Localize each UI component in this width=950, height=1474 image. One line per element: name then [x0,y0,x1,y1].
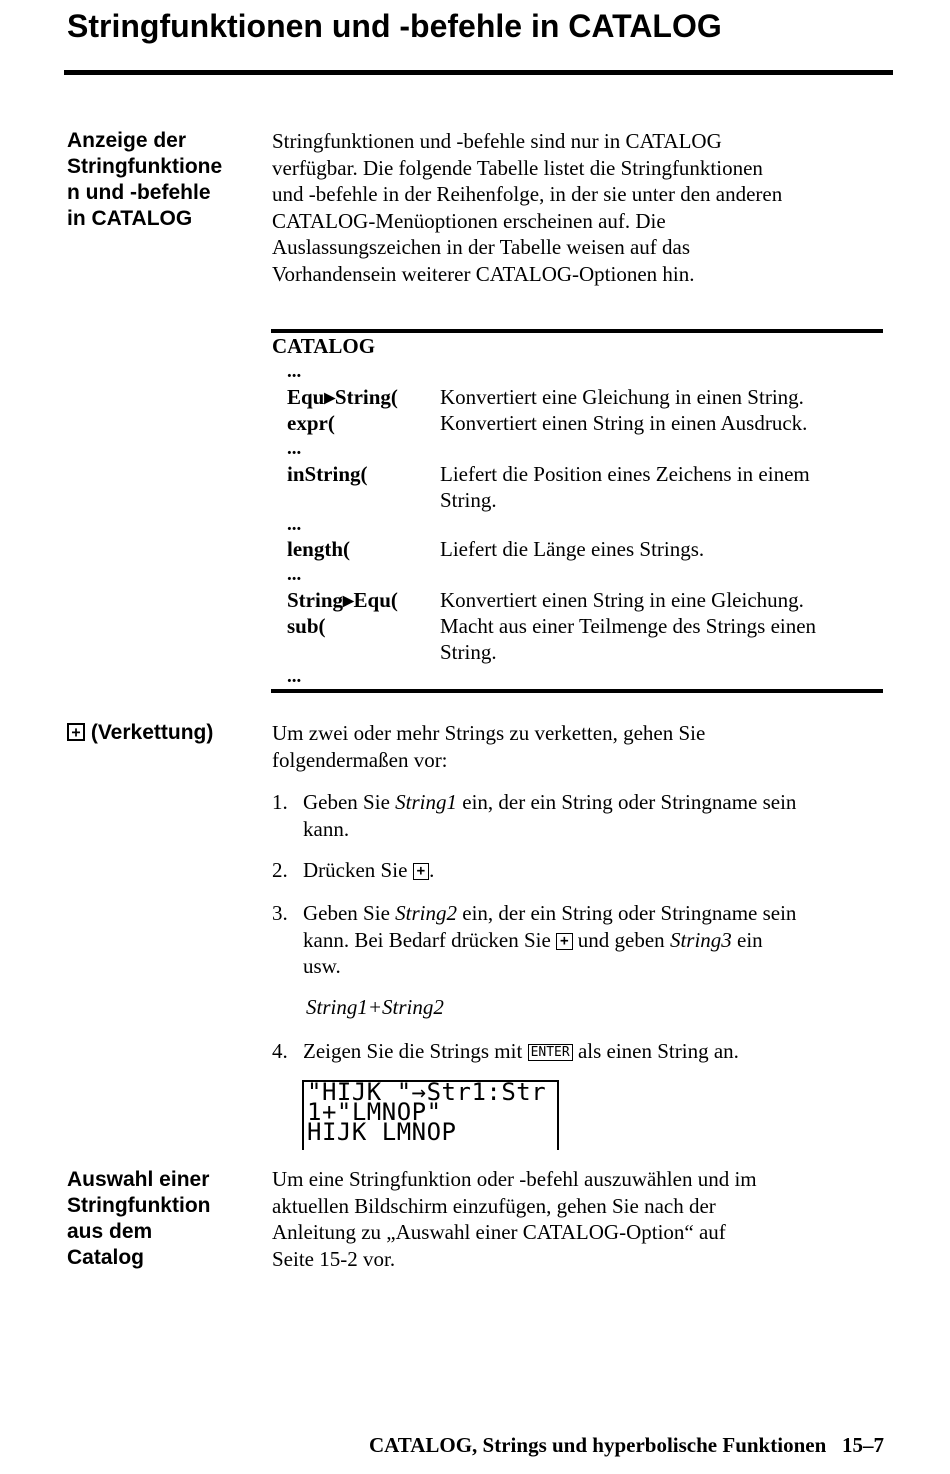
screen-line: 1+"LMNOP" [307,1098,442,1126]
catalog-ellipsis: ... [287,438,302,459]
catalog-description: Macht aus einer Teilmenge des Strings einen String. [440,614,817,664]
catalog-command: Equ▸String( [287,385,398,409]
select-paragraph: Um eine Stringfunktion oder -befehl auszuwählen und im aktuellen Bildschirm einzufügen, gehen Sie nach der Anleitung zu „Auswahl einer CATALOG-Option“ auf Seite 15-2 vor. [272,1167,757,1271]
calculator-screen [302,1080,559,1150]
catalog-table-top-rule [271,329,883,333]
catalog-ellipsis: ... [287,666,302,687]
page-footer [369,1433,884,1458]
plus-key-icon: + [413,863,429,880]
catalog-command: inString( [287,462,368,486]
intro-paragraph: Stringfunktionen und -befehle sind nur in CATALOG verfügbar. Die folgende Tabelle listet die Stringfunktionen und -befehle in der Reihenfolge, in der sie unter den anderen CATALOG-Menüoptionen erscheinen auf. Die Auslassungszeichen in der Tabelle weisen auf das Vorhandensein weiterer CATALOG-Optionen hin. [272,129,783,286]
plus-key-icon: + [556,933,572,950]
enter-key-icon: ENTER [528,1044,573,1061]
catalog-ellipsis: ... [287,361,302,382]
catalog-table-bottom-rule [271,689,883,693]
catalog-description: Liefert die Position eines Zeichens in einem String. [440,462,810,512]
catalog-ellipsis: ... [287,564,302,585]
screen-line: HIJK LMNOP [307,1118,457,1146]
catalog-command: expr( [287,411,335,435]
page-title: Stringfunktionen und -befehle in CATALOG [67,8,722,44]
concat-intro: Um zwei oder mehr Strings zu verketten, gehen Sie folgendermaßen vor: [272,721,706,772]
page-number: 15–7 [842,1433,884,1457]
footer-chapter: CATALOG, Strings und hyperbolische Funktionen [369,1433,827,1457]
catalog-table-heading: CATALOG [272,334,376,358]
catalog-command: String▸Equ( [287,588,398,612]
catalog-command: sub( [287,614,326,638]
screen-line: "HIJK "→Str1:Str [307,1078,547,1106]
catalog-description: Konvertiert eine Gleichung in einen String. [440,385,804,409]
catalog-description: Konvertiert einen String in eine Gleichung. [440,588,804,612]
side-heading-select: Auswahl einer Stringfunktion aus dem Catalog [67,1168,211,1269]
title-rule [64,70,893,75]
side-heading-display: Anzeige der Stringfunktione n und -befehle in CATALOG [67,129,223,230]
concat-formula: String1+String2 [306,995,444,1019]
catalog-ellipsis: ... [287,514,302,535]
catalog-command: length( [287,537,350,561]
catalog-description: Liefert die Länge eines Strings. [440,537,705,561]
plus-key-icon: + [67,723,85,741]
side-heading-concat: + (Verkettung) [67,720,247,746]
catalog-description: Konvertiert einen String in einen Ausdruck. [440,411,808,435]
